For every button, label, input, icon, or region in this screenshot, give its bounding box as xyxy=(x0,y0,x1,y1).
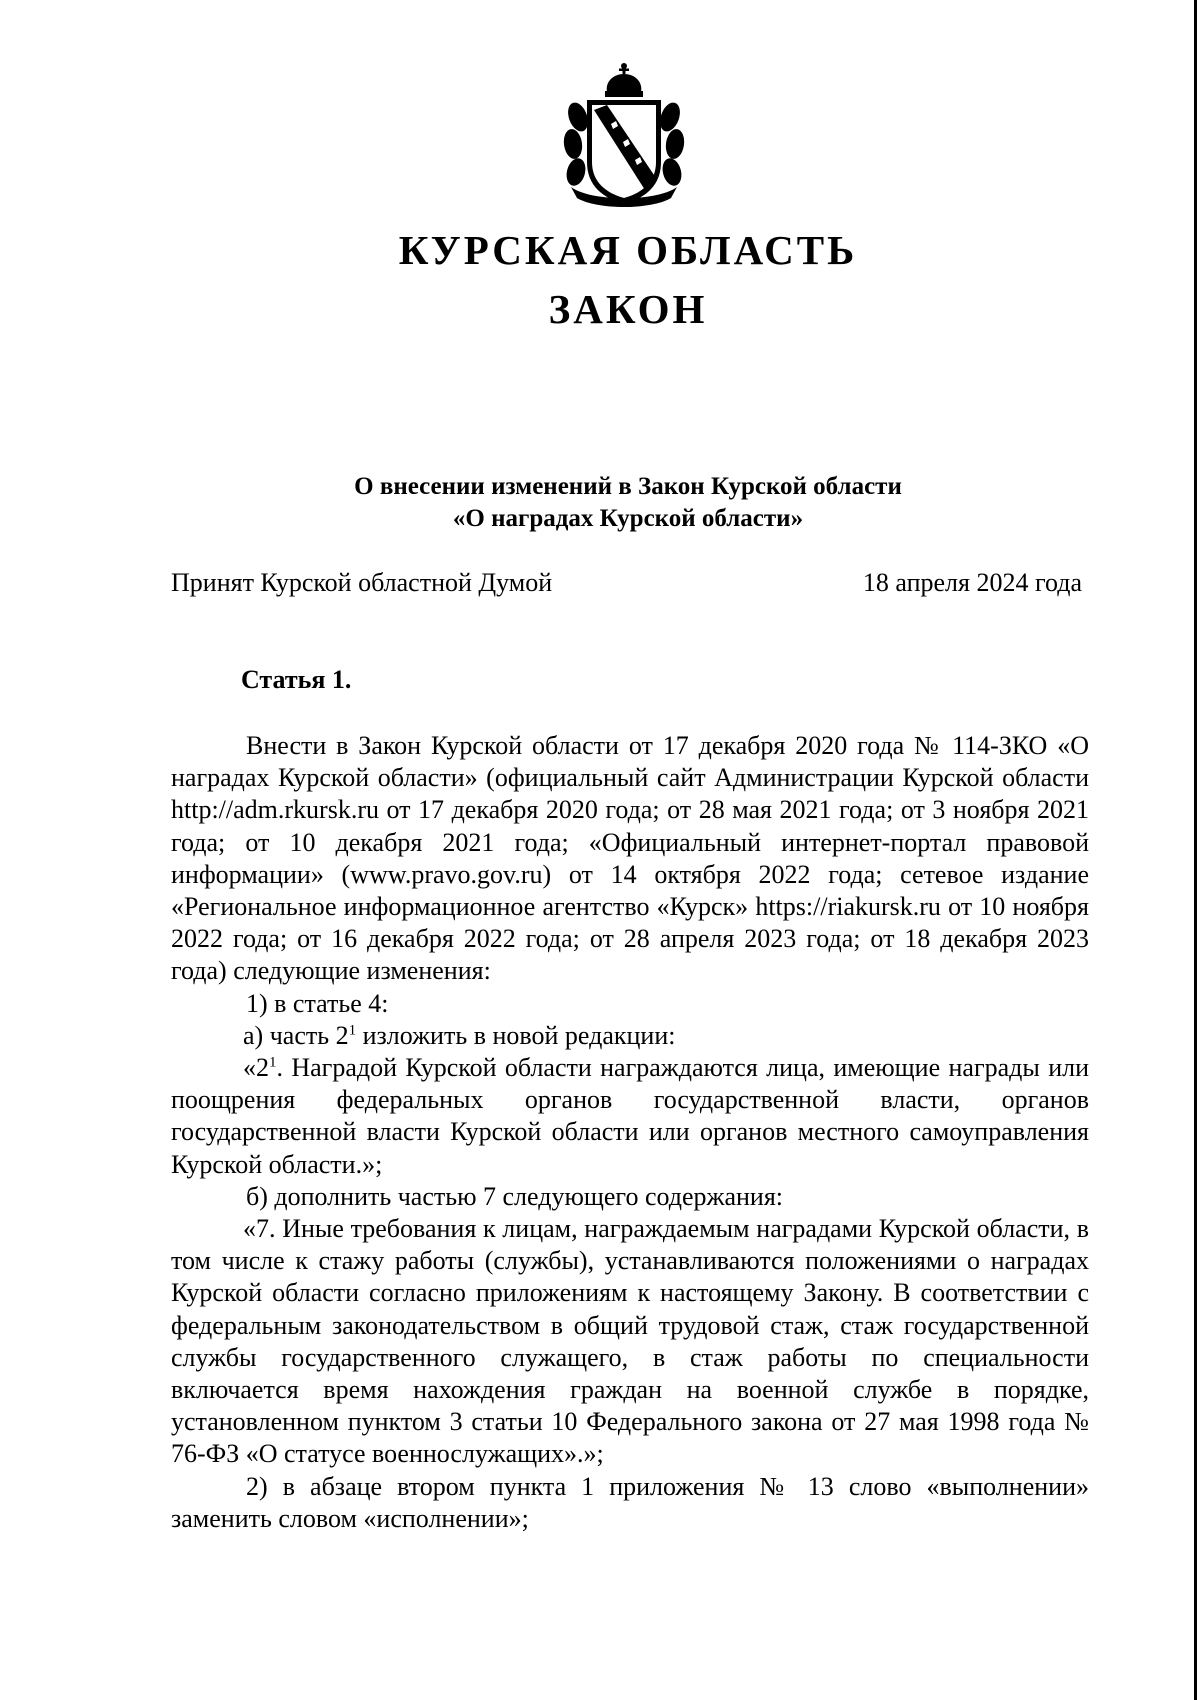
list-item xyxy=(171,1020,1089,1052)
item-text: изложить в новой редакции: xyxy=(356,1020,676,1050)
law-title-line: «О наградах Курской области» xyxy=(452,505,804,532)
region-title: КУРСКАЯ ОБЛАСТЬ xyxy=(398,227,858,273)
quoted-paragraph: «7. Иные требования к лицам, награждаемым наградами Курской области, в том числе к стажу работы (службы), устанавливаются положениями о наградах Курской области согласно приложениям к настоящему Закону. В соответствии с федеральным законодательством в общий трудовой стаж, стаж государственной службы государственного служащего, в стаж работы по специальности включается время нахождения граждан на военной службе в порядке, установленном пунктом 3 статьи 10 Федерального закона от 27 мая 1998 года № 76-ФЗ «О статусе военнослужащих».»; xyxy=(171,1214,1089,1469)
list-item: 1) в статье 4: xyxy=(246,988,389,1018)
adoption-date: 18 апреля 2024 года xyxy=(862,568,1082,597)
article-intro: Внести в Закон Курской области от 17 декабря 2020 года № 114-ЗКО «О наградах Курской области» (официальный сайт Администрации Курской области http://adm.rkursk.ru от 17 декабря 2020 года; от 28 мая 2021 года; от 3 ноября 2021 года; от 10 декабря 2021 года; «Официальный интернет-портал правовой информации» (www.pravo.gov.ru) от 14 октября 2022 года; сетевое издание «Региональное информационное агентство «Курск» https://riakursk.ru от 10 ноября 2022 года; от 16 декабря 2022 года; от 28 апреля 2023 года; от 18 декабря 2023 года) следующие изменения: xyxy=(171,731,1089,986)
law-title xyxy=(0,471,1200,535)
quote-text: . Наградой Курской области награждаются лица, имеющие награды или поощрения федеральных органов государственной власти, органов государственной власти Курской области или органов местного самоуправления Курской области.»; xyxy=(171,1053,1089,1179)
superscript: 1 xyxy=(269,1054,277,1071)
quote-text: «2 xyxy=(243,1053,269,1083)
adopted-by: Принят Курской областной Думой xyxy=(171,568,553,597)
coat-of-arms-icon xyxy=(561,62,687,212)
document-type: ЗАКОН xyxy=(548,286,708,332)
article-heading: Статья 1. xyxy=(241,665,352,694)
superscript: 1 xyxy=(348,1022,357,1039)
quoted-paragraph xyxy=(171,1052,1089,1181)
law-title-line: О внесении изменений в Закон Курской области xyxy=(354,473,902,500)
article-body xyxy=(171,730,1089,1535)
list-item: б) дополнить частью 7 следующего содержания: xyxy=(246,1181,784,1211)
list-item: 2) в абзаце втором пункта 1 приложения № 13 слово «выполнении» заменить словом «исполнении»; xyxy=(171,1471,1089,1533)
item-text: а) часть 2 xyxy=(243,1020,349,1050)
